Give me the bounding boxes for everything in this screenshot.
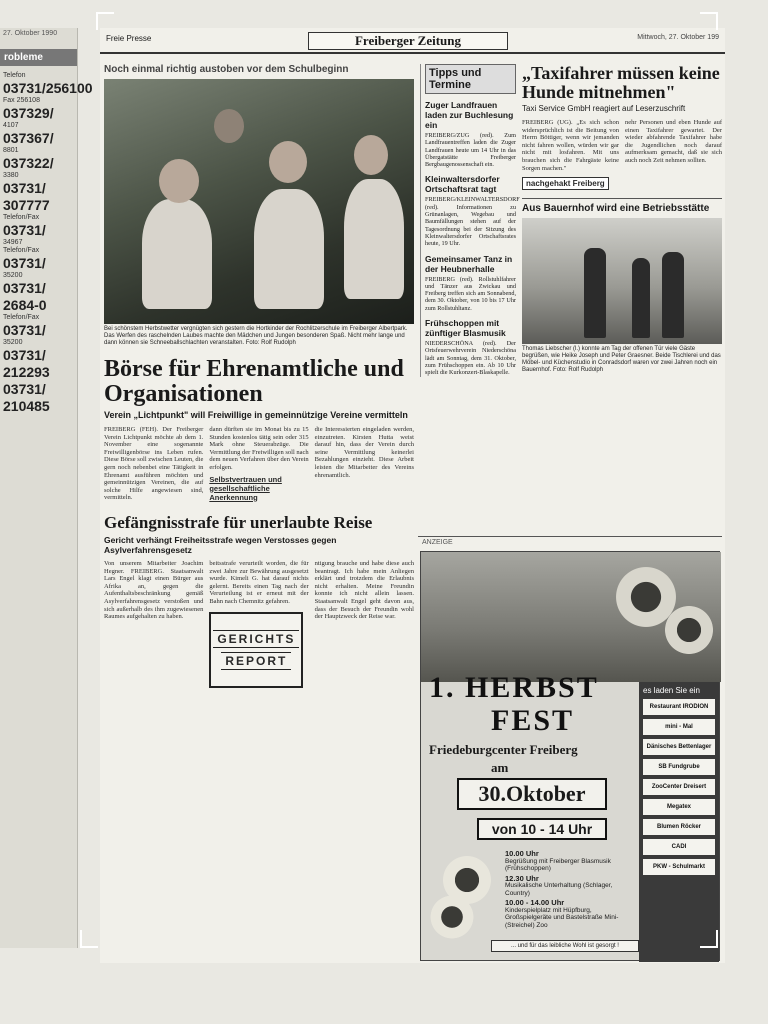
strip-line: 35200 xyxy=(3,272,23,279)
lead-body-col xyxy=(209,426,308,505)
body-paragraph: ntigung brauche und habe diese auch beantragt. Ich habe mein Anliegen erklärt und trotzdem die Erlaubnis nicht erhalten. Meine Freundin konnte ich nicht allein lassen. Staatsanwalt Engel geht davon aus, dass der Besuch der Freundin wohl der Hauptzweck der Reise war. xyxy=(314,559,414,621)
lead-body xyxy=(104,426,414,505)
tip-title: Gemeinsamer Tanz in der Heubnerhalle xyxy=(425,253,513,274)
strip-line: 307777 xyxy=(3,197,50,213)
body-paragraph: die Interessierten eingeladen werden, einzutreten. Kirsten Hutta weist darauf hin, dass der Verein durch seine Vermittlung keinerlei Bezahlungen einzieht. Diese Arbeit leisten die Mitarbeiter des Vereins ehrenamtlich. xyxy=(314,426,414,479)
tips-list xyxy=(425,100,520,377)
children-photo xyxy=(104,79,414,324)
tip-text: FREIBERG/ZUG (red). Zum Landfrauentreffen laden die Zuger Landfrauen heute um 14 Uhr in das Übergatstätte Freiberger Bergbaugenossenschaft ein. xyxy=(425,132,516,169)
photo-face xyxy=(214,109,244,143)
body-paragraph: FREIBERG (UG). „Es sich schon widersprüchlich ist die Beitung von Herrn Böttiger, wenn wir jemanden nicht fahren wollen, würden wir gar nicht mit losfahren. Mit uns brauchen sich die Fahrgäste keine Sorgen machen." xyxy=(522,119,619,172)
photo-person xyxy=(632,258,650,338)
strip-line: 2684-0 xyxy=(3,297,47,313)
photo-face xyxy=(159,159,199,203)
nachgehakt-logo: nachgehakt Freiberg xyxy=(522,177,609,190)
body-paragraph: FREIBERG (FEH). Der Freiberger Verein Lichtpunkt möchte ab dem 1. November eine sogenannte Freiwilligenbörse ins Leben rufen. Diese Börse soll zwischen Leuten, die gern noch nebenbei eine Tätigkeit in Ehrenamt ausführen möchten und gemeinnützigen Vereinen, die auf solche Hilfe angewiesen sind, vermitteln. xyxy=(104,426,204,502)
tips-column xyxy=(420,64,520,377)
court-body-col xyxy=(209,560,308,694)
taxi-column xyxy=(522,64,722,374)
court-body-col xyxy=(104,560,203,694)
strip-line: 03731/ xyxy=(3,381,46,397)
strip-line: Fax 256108 xyxy=(3,97,40,104)
strip-line: 03731/ xyxy=(3,222,46,238)
shops-list xyxy=(643,699,715,875)
strip-line: Telefon/Fax xyxy=(3,247,40,254)
taxi-headline: „Taxifahrer müssen keine Hunde mitnehmen" xyxy=(522,63,720,102)
body-paragraph: nehr Personen und eben Hunde auf einen Taxifahrer gewartet. Der wieder abfahrende Taxifahrer habe die Jugendlichen noch darauf aufmerksam gemacht, daß sie sich auch noch Zeit nehmen sollten. xyxy=(625,119,722,164)
taxi-body-col xyxy=(522,119,619,192)
photo-kicker: Noch einmal richtig austoben vor dem Schulbeginn xyxy=(104,64,349,75)
shop-item: Dänisches Bettenlager xyxy=(643,739,715,755)
strip-line: 34967 xyxy=(3,239,23,246)
court-body xyxy=(104,560,414,694)
tip-text: FREIBERG/KLEINWALTERSDORF (red). Informationen zu Grünanlagen, Wegebau und Baumfällungen stehen auf der Tagesordnung bei der Sitzung des Kleinwaltersdorfer Ortschaftsrates heute, 19 Uhr. xyxy=(425,196,520,248)
strip-line: Telefon xyxy=(3,72,26,79)
ad-box xyxy=(420,551,720,961)
strip-line: 35200 xyxy=(3,339,23,346)
body-paragraph: Von unserem Mitarbeiter Joachim Hegner. FREIBERG. Staatsanwalt Lars Engel klagt einen Bürger aus Afrika an, gegen die Aufenthaltsbeschränkung gemäß Asylverfahrensgesetz verstoßen und sich außerhalb des ihm zugewiesenen Raumes aufgehalten zu haben. xyxy=(104,559,204,621)
bauernhof-headline: Aus Bauernhof wird eine Betriebsstätte xyxy=(522,198,722,214)
strip-line: Telefon/Fax xyxy=(3,314,40,321)
report-logo-word: REPORT xyxy=(221,652,291,670)
lead-column xyxy=(104,64,414,694)
ad-title: FEST xyxy=(491,704,575,737)
shop-item: PKW - Schulmarkt xyxy=(643,859,715,875)
section-title: Freiberger Zeitung xyxy=(308,32,508,50)
shop-item: mini - Mal xyxy=(643,719,715,735)
strip-line: 03731/ xyxy=(3,347,46,363)
shop-item: Restaurant IRODION xyxy=(643,699,715,715)
body-paragraph: dann dürften sie im Monat bis zu 15 Stunden kostenlos tätig sein oder 315 Mark ohne Steuerabzüge. Die Vermittlung der Freiwilligen soll nach dem neuen Verfahren über den Verein erfolgen. xyxy=(209,426,309,471)
strip-lines xyxy=(0,72,93,415)
photo-figure xyxy=(254,189,324,309)
strip-line: 212293 xyxy=(3,364,50,380)
photo-figure xyxy=(142,199,212,309)
court-body-col xyxy=(315,560,414,694)
taxi-subhead: Taxi Service GmbH reagiert auf Leserzuschrift xyxy=(522,104,686,113)
court-headline: Gefängnisstrafe für unerlaubte Reise xyxy=(104,512,373,532)
schedule-time: 10.00 - 14.00 Uhr xyxy=(505,898,565,907)
lead-subhead: Verein „Lichtpunkt" will Freiwillige in gemeinnützige Vereine vermitteln xyxy=(104,410,408,420)
strip-date: 27. Oktober 1990 xyxy=(3,30,58,37)
sunflower-icon xyxy=(661,602,717,658)
strip-line: 037322/ xyxy=(3,155,54,171)
strip-line: 8801 xyxy=(3,147,19,154)
tip-title: Zuger Landfrauen laden zur Buchlesung ein xyxy=(425,100,514,130)
photo-person xyxy=(584,248,606,338)
shop-item: SB Fundgrube xyxy=(643,759,715,775)
strip-line: 037367/ xyxy=(3,130,54,146)
gerichtsreport-logo xyxy=(209,612,303,688)
strip-line: 03731/ xyxy=(3,255,46,271)
ad-date: 30.Oktober xyxy=(457,778,607,810)
shops-heading: es laden Sie ein xyxy=(643,686,700,695)
crop-corner xyxy=(96,12,114,30)
strip-line: 3380 xyxy=(3,172,19,179)
lead-body-col xyxy=(315,426,414,505)
lead-headline: Börse für Ehrenamtliche und Organisationen xyxy=(104,356,404,407)
taxi-body-col xyxy=(625,119,722,192)
photo-caption: Bei schönstem Herbstwetter vergnügten sich gestern die Hortkinder der Rochlitzerschule im Freiberger Albertpark. Das Werfen des raschelnden Laubes machte den Mädchen und Jungen besonderen Spaß. Nicht mehr lange und dann können sie Schneeballschlachten veranstalten. Foto: Rolf Rudolph xyxy=(104,326,408,346)
crop-corner xyxy=(700,930,718,948)
photo-face xyxy=(354,135,388,175)
shop-item: CADI xyxy=(643,839,715,855)
paper-name: Freie Presse xyxy=(106,34,152,43)
report-logo-word: GERICHTS xyxy=(213,630,299,648)
crop-corner xyxy=(700,12,718,30)
crop-corner xyxy=(80,930,98,948)
tip-title: Kleinwaltersdorfer Ortschaftsrat tagt xyxy=(425,174,500,195)
schedule-text: Begrüßung mit Freiberger Blasmusik (Frühschoppen) xyxy=(505,857,611,872)
shops-panel xyxy=(639,682,719,962)
shop-item: Blumen Röcker xyxy=(643,819,715,835)
court-subhead: Gericht verhängt Freiheitsstrafe wegen Verstosses gegen Asylverfahrensgesetz xyxy=(104,534,337,555)
ad-hours: von 10 - 14 Uhr xyxy=(477,818,607,840)
tip-title: Frühschoppen mit zünftiger Blasmusik xyxy=(425,318,506,339)
adjacent-page-strip xyxy=(0,28,93,948)
strip-line: Telefon/Fax xyxy=(3,214,40,221)
shop-item: ZooCenter Dreisert xyxy=(643,779,715,795)
ad-label: ANZEIGE xyxy=(422,539,453,546)
ad-title: 1. HERBST xyxy=(429,671,599,704)
ad-place: Friedeburgcenter Freiberg xyxy=(429,742,578,757)
newspaper-page xyxy=(100,28,725,963)
tip-text: FREIBERG (red). Rollstuhlfahrer und Tänzer aus Zwickau und Freiberg treffen sich am Sonnabend, dem 30. Oktober, von 10 bis 17 Uhr zum Rollstuhltanz. xyxy=(425,275,516,312)
strip-line: 03731/ xyxy=(3,180,46,196)
schedule-time: 10.00 Uhr xyxy=(505,849,539,858)
herbstfest-ad xyxy=(418,536,722,962)
strip-tag: robleme xyxy=(0,49,77,66)
strip-line: 03731/ xyxy=(3,322,46,338)
bauernhof-photo xyxy=(522,218,722,344)
schedule-text: Kinderspielplatz mit Hüpfburg, Großspielgeräte und Bastelstraße Mini-(Streichel) Zoo xyxy=(505,906,619,929)
photo-figure xyxy=(344,179,404,299)
tips-heading: Tipps und Termine xyxy=(425,64,516,94)
issue-date: Mittwoch, 27. Oktober 199 xyxy=(637,34,719,41)
schedule-text: Musikalische Unterhaltung (Schlager, Country) xyxy=(505,882,613,897)
tip-text: NIEDERSCHÖNA (red). Der Ortsfeuerwehrverein Niederschöna lädt am Sonntag, dem 31. Oktober, zum Frühschoppen ein. Ab 10 Uhr spielt die Kurkonzert-Blaskapelle. xyxy=(425,340,516,377)
ad-am: am xyxy=(491,760,509,775)
strip-line: 03731/256100 xyxy=(3,80,93,96)
sunflower-icon xyxy=(427,892,477,942)
bauernhof-caption: Thomas Liebscher (l.) konnte am Tag der offenen Tür viele Gäste begrüßen, wie Heike Joseph und Peter Graesner. Beide Tischlerei und das Möbel- und Küchenstudio in Conradsdorf waren vor zwei Jahren noch ein Bauernhof. Foto: Rolf Rudolph xyxy=(522,346,721,374)
ad-schedule xyxy=(505,848,635,929)
ad-footer: ... und für das leibliche Wohl ist gesorgt ! xyxy=(491,940,639,952)
strip-line: 03731/ xyxy=(3,280,46,296)
photo-face xyxy=(269,141,307,183)
taxi-body xyxy=(522,119,722,192)
inline-heading: Selbstvertrauen und gesellschaftliche Anerkennung xyxy=(209,474,282,502)
strip-line: 210485 xyxy=(3,398,50,414)
lead-body-col xyxy=(104,426,203,505)
shop-item: Megatex xyxy=(643,799,715,815)
body-paragraph: beitsstrafe verurteilt worden, die für zwei Jahre zur Bewährung ausgesetzt wurde. Kimeli G. hat darauf nichts gelernt. Bereits einen Tag nach der Verurteilung ist er erneut mit der Bahn nach Chemnitz gefahren. xyxy=(209,559,309,605)
masthead xyxy=(100,28,725,54)
strip-line: 037329/ xyxy=(3,105,54,121)
schedule-time: 12.30 Uhr xyxy=(505,873,539,883)
photo-person xyxy=(662,252,684,338)
strip-line: 4107 xyxy=(3,122,19,129)
